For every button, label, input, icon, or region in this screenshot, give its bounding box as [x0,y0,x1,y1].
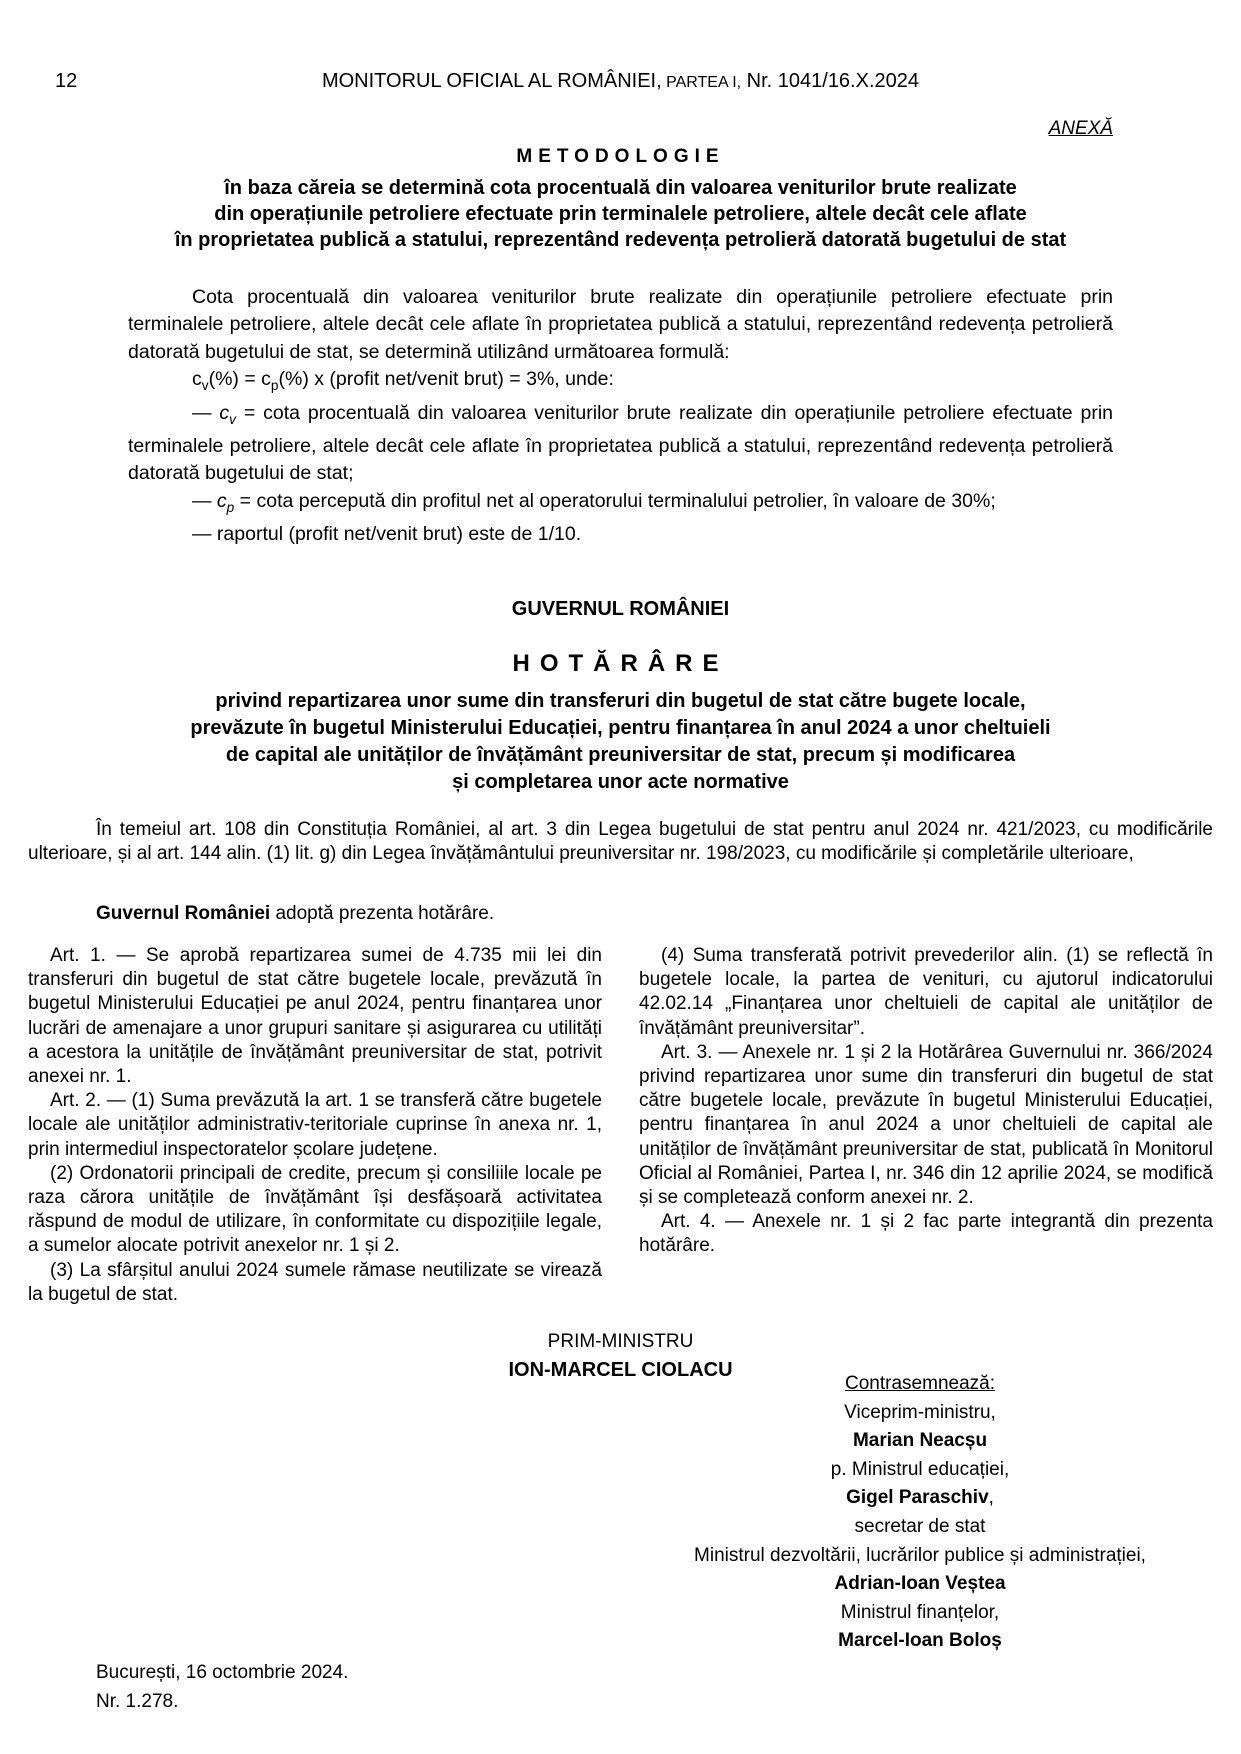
adoption-line [96,903,494,925]
countersign-role: secretar de stat [854,1515,986,1537]
footer-number: Nr. 1.278. [96,1691,179,1712]
bullet-cv-definition: — $c_v = \cot a$ procentuală din valoarea veniturilor brute realizate din operațiunile petroliere efectuate prin terminalele petroliere, altele decât cele aflate în proprietatea publică a statului, reprezentând redevența petrolieră datorată bugetului de stat; [128,401,1113,485]
countersign-name: Adrian-Ioan Veștea [834,1573,1006,1595]
articles-column-right [639,944,1213,1259]
footer-city-date: București, 16 octombrie 2024. [96,1662,349,1683]
metodologie-title: METODOLOGIE [516,146,725,167]
decision-subtitle-line: privind repartizarea unor sume din transferuri din bugetul de stat către bugete locale, [215,690,1026,712]
article-paragraph: Art. 4. — Anexele nr. 1 și 2 fac parte integrantă din prezenta hotărâre. [639,1211,1213,1257]
countersign-name: Marian Neacșu [852,1430,988,1452]
countersign-role: p. Ministrul educației, [830,1458,1010,1480]
header-issue-number: Nr. 1041/16.X.2024 [741,70,920,92]
decision-subtitle-line: prevăzute în bugetul Ministerului Educației, pentru finanțarea în anul 2024 a unor cheltuieli [190,717,1051,739]
metodologie-subtitle-line: în baza căreia se determină cota procentuală din valoarea veniturilor brute realizate [224,177,1017,199]
page-number: 12 [55,70,78,92]
countersign-role: Ministrul finanțelor, [840,1601,1000,1623]
metodologie-subtitle-line: în proprietatea publică a statului, reprezentând redevența petrolieră datorată bugetului de stat [174,229,1067,251]
article-paragraph: Art. 1. — Se aprobă repartizarea sumei de 4.735 mii lei din transferuri din bugetul de stat către bugetele locale, prevăzută în bugetul Ministerului Educației pe anul 2024, pentru finanțarea unor lucrări de amenajare a unor grupuri sanitare și asigurarea cu utilități a acestora la unitățile de învățământ preuniversitar de stat, potrivit anexei nr. 1. [28,945,602,1088]
countersign-name: Gigel Paraschiv, [846,1487,994,1509]
header-title [0,70,1241,93]
adoption-subject: Guvernul României [96,903,271,924]
preamble: În temeiul art. 108 din Constituția României, al art. 3 din Legea bugetului de stat pentru anul 2024 nr. 421/2023, cu modificările ulterioare, și al art. 144 alin. (1) lit. g) din Legea învățământului preuniversitar nr. 198/2023, cu modificările și completările ulterioare, [28,819,1213,864]
decision-title: HOTĂRÂRE [512,650,729,677]
metodologie-body [128,284,1113,548]
articles-column-left [28,944,602,1307]
article-paragraph: (2) Ordonatorii principali de credite, precum și consiliile locale pe raza cărora unitățile de învățământ își desfășoară activitatea răspund de modul de utilizare, în conformitate cu dispozițiile legale, a sumelor alocate potrivit anexelor nr. 1 și 2. [28,1162,602,1257]
pm-name: ION-MARCEL CIOLACU [508,1359,733,1381]
countersign-role: Viceprim-ministru, [844,1401,996,1423]
header-publication-name: MONITORUL OFICIAL AL ROMÂNIEI, [321,70,662,92]
countersign-block [620,1370,1220,1656]
formula-line: $c_v(\%) = c_p(\%)$ x (profit net/venit brut) = 3%, unde: [192,368,614,394]
article-paragraph: (3) La sfârșitul anului 2024 sumele rămase neutilizate se virează la bugetul de stat. [28,1259,602,1305]
countersign-label: Contrasemnează: [845,1373,995,1394]
metodologie-subtitle-line: din operațiunile petroliere efectuate prin terminalele petroliere, altele decât cele aflate [214,203,1027,225]
decision-subtitle-line: și completarea unor acte normative [452,771,789,793]
annex-label: ANEXĂ [1048,118,1113,139]
countersign-role: Ministrul dezvoltării, lucrărilor publice și administrației, [694,1544,1146,1566]
article-paragraph: (4) Suma transferată potrivit prevederilor alin. (1) se reflectă în bugetele locale, la partea de venituri, cu ajutorul indicatorului 42.02.14 „Finanțarea unor cheltuieli de capital ale unităților de învățământ preuniversitar”. [639,945,1213,1039]
bullet-cp-definition: — $c_p = \cot a$ percepută din profitul net al operatorului terminalului petrolier, în valoare de 30%; [192,489,996,515]
pm-title: PRIM-MINISTRU [547,1331,694,1352]
header-part-label: PARTEA I, [661,74,742,91]
metodologie-paragraph: Cota procentuală din valoarea veniturilor brute realizate din operațiunile petroliere efectuate prin terminalele petroliere, altele decât cele aflate în proprietatea publică a statului, reprezentând redevența petrolieră datorată bugetului de stat, se determină utilizând următoarea formulă: [128,286,1113,363]
metodologie-heading [128,146,1113,253]
decision-subtitle [0,688,1241,796]
decision-subtitle-line: de capital ale unităților de învățământ preuniversitar de stat, precum și modificarea [225,744,1016,766]
adoption-rest: adoptă prezenta hotărâre. [270,903,495,924]
government-heading: GUVERNUL ROMÂNIEI [511,598,730,620]
article-paragraph: Art. 3. — Anexele nr. 1 și 2 la Hotărârea Guvernului nr. 366/2024 privind repartizarea unor sume din transferuri din bugetul de stat către bugetele locale, prevăzute în bugetul Ministerului Educației, pentru finanțarea în anul 2024 a unor cheltuieli de capital ale unităților de învățământ preuniversitar de stat, publicată în Monitorul Oficial al României, Partea I, nr. 346 din 12 aprilie 2024, se modifică și se completează conform anexei nr. 2. [639,1041,1213,1209]
bullet-ratio: — raportul (profit net/venit brut) este de 1/10. [192,522,582,545]
countersign-name: Marcel-Ioan Boloș [838,1630,1002,1652]
document-footer [96,1658,348,1716]
article-paragraph: Art. 2. — (1) Suma prevăzută la art. 1 se transferă către bugetele locale ale unităților administrativ-teritoriale cuprinse în anexa nr. 1, prin intermediul inspectoratelor școlare județene. [28,1090,602,1160]
